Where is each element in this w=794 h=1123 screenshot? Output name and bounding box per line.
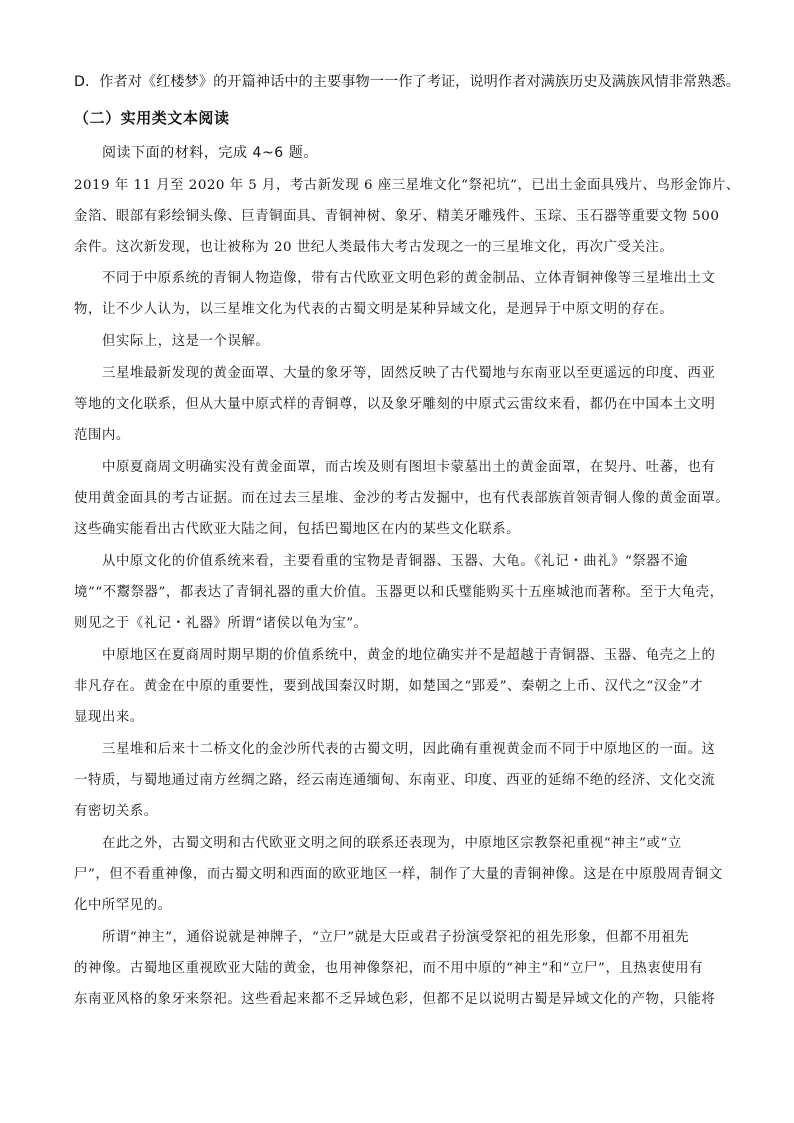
passage-line: 不同于中原系统的青铜人物造像，带有古代欧亚文明色彩的黄金制品、立体青铜神像等三星堆出土文 [102,271,716,286]
passage-line: 余件。这次新发现，也让被称为 20 世纪人类最伟大考古发现之一的三星堆文化，再次广受关注。 [74,240,674,255]
passage-line: 这些确实能看出古代欧亚大陆之间，包括巴蜀地区在内的某些文化联系。 [74,522,521,537]
passage-line: 范围内。 [74,428,130,443]
passage-line: 有密切关系。 [74,804,158,819]
passage-line: 但实际上，这是一个误解。 [102,334,270,349]
passage-line: 境”“不鬻祭器”，都表达了青铜礼器的重大价值。玉器更以和氏璧能购买十五座城池而著称。至于大龟壳， [74,585,724,600]
section-heading: （二）实用类文本阅读 [74,109,230,127]
passage-line: 金箔、眼部有彩绘铜头像、巨青铜面具、青铜神树、象牙、精美牙雕残件、玉琮、玉石器等重要文物 500 [74,209,720,224]
passage-line: 的神像。古蜀地区重视欧亚大陆的黄金，也用神像祭祀，而不用中原的“神主”和“立尸”，且热衷使用有 [74,961,704,976]
instruction-text: 阅读下面的材料，完成 4~6 题。 [102,145,318,161]
passage-line: 中原夏商周文明确实没有黄金面罩，而古埃及则有图坦卡蒙墓出土的黄金面罩，在契丹、吐蕃，也有 [102,460,716,475]
passage-line: 从中原文化的价值系统来看，主要看重的宝物是青铜器、玉器、大龟。《礼记・曲礼》“祭器不逾 [102,554,689,569]
passage-line: 东南亚风格的象牙来祭祀。这些看起来都不乏异域色彩，但都不足以说明古蜀是异域文化的产物，只能将 [74,992,716,1007]
passage-line: 等地的文化联系，但从大量中原式样的青铜尊，以及象牙雕刻的中原式云雷纹来看，都仍在中国本土文明 [74,397,716,412]
passage-line: 化中所罕见的。 [74,898,172,913]
passage-line: 2019 年 11 月至 2020 年 5 月，考古新发现 6 座三星堆文化“祭祀坑”，已出土金面具残片、鸟形金饰片、 [74,178,740,193]
passage-line: 所谓“神主”，通俗说就是神牌子，“立尸”就是大臣或君子扮演受祭祀的祖先形象，但都不用祖先 [102,930,690,945]
passage-line: 尸”，但不看重神像，而古蜀文明和西面的欧亚地区一样，制作了大量的青铜神像。这是在中原殷周青铜文 [74,867,723,882]
passage-line: 则见之于《礼记・礼器》所谓“诸侯以龟为宝”。 [74,616,368,631]
passage-line: 三星堆最新发现的黄金面罩、大量的象牙等，固然反映了古代蜀地与东南亚以至更遥远的印度、西亚 [102,366,716,381]
passage-line: 非凡存在。黄金在中原的重要性，要到战国秦汉时期，如楚国之“郢爰”、秦朝之上币、汉代之“汉金”才 [74,679,704,694]
passage-line: 显现出来。 [74,710,144,725]
option-d: D．作者对《红楼梦》的开篇神话中的主要事物一一作了考证，说明作者对满族历史及满族风情非常熟悉。 [74,74,740,90]
passage-line: 在此之外，古蜀文明和古代欧亚文明之间的联系还表现为，中原地区宗教祭祀重视“神主”或“立 [102,836,682,851]
passage-line: 使用黄金面具的考古证据。而在过去三星堆、金沙的考古发掘中，也有代表部族首领青铜人像的黄金面罩。 [74,491,730,506]
passage-line: 一特质，与蜀地通过南方丝绸之路，经云南连通缅甸、东南亚、印度、西亚的延绵不绝的经济、文化交流 [74,773,716,788]
passage-line: 三星堆和后来十二桥文化的金沙所代表的古蜀文明，因此确有重视黄金而不同于中原地区的一面。这 [102,742,716,757]
passage-line: 物，让不少人认为，以三星堆文化为代表的古蜀文明是某种异域文化，是迥异于中原文明的存在。 [74,302,674,317]
passage-line: 中原地区在夏商周时期早期的价值系统中，黄金的地位确实并不是超越于青铜器、玉器、龟壳之上的 [102,648,716,663]
